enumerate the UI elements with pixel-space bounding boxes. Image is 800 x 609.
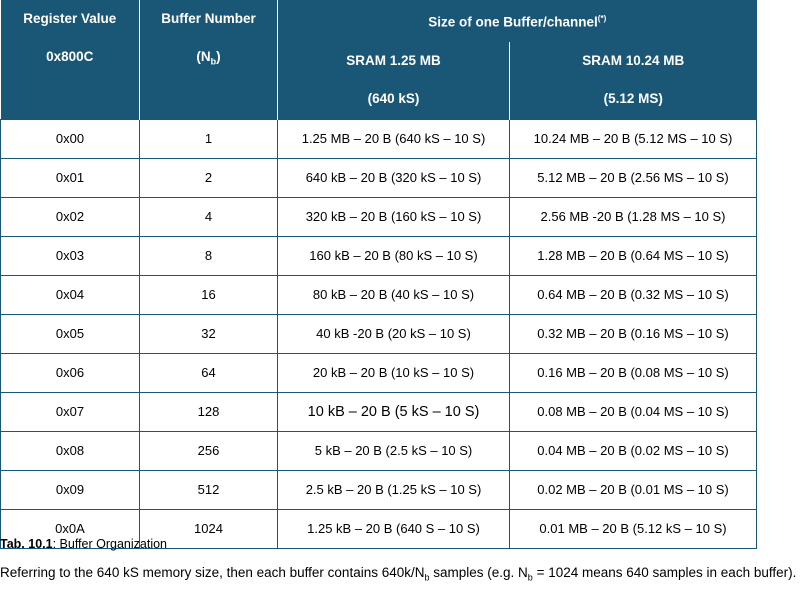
- cell-size-sram-1-25: 1.25 MB – 20 B (640 kS – 10 S): [278, 119, 510, 158]
- caption-text: : Buffer Organization: [52, 537, 167, 551]
- header-sram-1-25-line1: SRAM 1.25 MB: [346, 52, 441, 68]
- table-row: [1, 314, 757, 353]
- table-row: [1, 197, 757, 236]
- cell-register-value: 0x08: [1, 431, 140, 470]
- cell-register-value: 0x06: [1, 353, 140, 392]
- header-sram-1-25-line2: (640 kS): [367, 90, 420, 106]
- cell-buffer-number: 4: [140, 197, 278, 236]
- cell-size-sram-1-25: 80 kB – 20 B (40 kS – 10 S): [278, 275, 510, 314]
- header-register-value: [1, 0, 140, 119]
- cell-register-value: 0x00: [1, 119, 140, 158]
- header-buffer-number-line1: Buffer Number: [161, 11, 256, 26]
- table-row: [1, 119, 757, 158]
- cell-size-sram-10-24: 1.28 MB – 20 B (0.64 MS – 10 S): [510, 236, 757, 275]
- cell-size-sram-10-24: 0.64 MB – 20 B (0.32 MS – 10 S): [510, 275, 757, 314]
- cell-buffer-number: 2: [140, 158, 278, 197]
- cell-size-sram-1-25: 10 kB – 20 B (5 kS – 10 S): [278, 392, 510, 431]
- cell-size-sram-10-24: 5.12 MB – 20 B (2.56 MS – 10 S): [510, 158, 757, 197]
- body-paragraph: Referring to the 640 kS memory size, then each buffer contains $640k/N_b$ samples (e.g. $N_b = 1024$ means 640 samples in each buffer).: [0, 565, 797, 583]
- cell-size-sram-1-25: 20 kB – 20 B (10 kS – 10 S): [278, 353, 510, 392]
- cell-size-sram-1-25: 320 kB – 20 B (160 kS – 10 S): [278, 197, 510, 236]
- cell-size-sram-10-24: 2.56 MB -20 B (1.28 MS – 10 S): [510, 197, 757, 236]
- cell-buffer-number: 1024: [140, 509, 278, 548]
- cell-buffer-number: 128: [140, 392, 278, 431]
- cell-size-sram-10-24: 10.24 MB – 20 B (5.12 MS – 10 S): [510, 119, 757, 158]
- table-row: [1, 470, 757, 509]
- cell-buffer-number: 64: [140, 353, 278, 392]
- header-register-value-line1: Register Value: [23, 11, 117, 26]
- cell-size-sram-10-24: 0.08 MB – 20 B (0.04 MS – 10 S): [510, 392, 757, 431]
- cell-size-sram-10-24: 0.02 MB – 20 B (0.01 MS – 10 S): [510, 470, 757, 509]
- table-row: [1, 431, 757, 470]
- table-row: [1, 353, 757, 392]
- header-register-address: 0x800C: [46, 49, 94, 64]
- cell-size-sram-1-25: 160 kB – 20 B (80 kS – 10 S): [278, 236, 510, 275]
- cell-buffer-number: 1: [140, 119, 278, 158]
- header-buffer-number: [140, 0, 278, 119]
- header-sram-10-24: [510, 42, 757, 120]
- cell-size-sram-1-25: 40 kB -20 B (20 kS – 10 S): [278, 314, 510, 353]
- cell-buffer-number: 32: [140, 314, 278, 353]
- cell-register-value: 0x09: [1, 470, 140, 509]
- cell-register-value: 0x04: [1, 275, 140, 314]
- cell-size-sram-1-25: 5 kB – 20 B (2.5 kS – 10 S): [278, 431, 510, 470]
- header-size-of-buffer: Size of one Buffer/channel(*): [278, 0, 757, 42]
- cell-size-sram-1-25: 1.25 kB – 20 B (640 S – 10 S): [278, 509, 510, 548]
- table-row: [1, 275, 757, 314]
- cell-buffer-number: 8: [140, 236, 278, 275]
- table-row: [1, 158, 757, 197]
- header-sram-10-24-line2: (5.12 MS): [603, 90, 663, 106]
- cell-register-value: 0x0A: [1, 509, 140, 548]
- cell-register-value: 0x03: [1, 236, 140, 275]
- cell-size-sram-10-24: 0.04 MB – 20 B (0.02 MS – 10 S): [510, 431, 757, 470]
- cell-size-sram-10-24: 0.01 MB – 20 B (5.12 kS – 10 S): [510, 509, 757, 548]
- table-caption: [0, 537, 167, 551]
- table-row: [1, 236, 757, 275]
- cell-register-value: 0x02: [1, 197, 140, 236]
- cell-buffer-number: 256: [140, 431, 278, 470]
- header-footnote-marker: (*): [597, 14, 607, 23]
- cell-size-sram-10-24: 0.32 MB – 20 B (0.16 MS – 10 S): [510, 314, 757, 353]
- header-sram-1-25: [278, 42, 510, 120]
- cell-register-value: 0x01: [1, 158, 140, 197]
- header-buffer-number-symbol: $(N_b)$: [196, 49, 221, 67]
- table-row: [1, 392, 757, 431]
- cell-register-value: 0x05: [1, 314, 140, 353]
- cell-size-sram-10-24: 0.16 MB – 20 B (0.08 MS – 10 S): [510, 353, 757, 392]
- cell-buffer-number: 16: [140, 275, 278, 314]
- caption-label: Tab. 10.1: [0, 537, 53, 551]
- cell-register-value: 0x07: [1, 392, 140, 431]
- cell-size-sram-1-25: 640 kB – 20 B (320 kS – 10 S): [278, 158, 510, 197]
- cell-buffer-number: 512: [140, 470, 278, 509]
- header-sram-10-24-line1: SRAM 10.24 MB: [582, 52, 685, 68]
- cell-size-sram-1-25: 2.5 kB – 20 B (1.25 kS – 10 S): [278, 470, 510, 509]
